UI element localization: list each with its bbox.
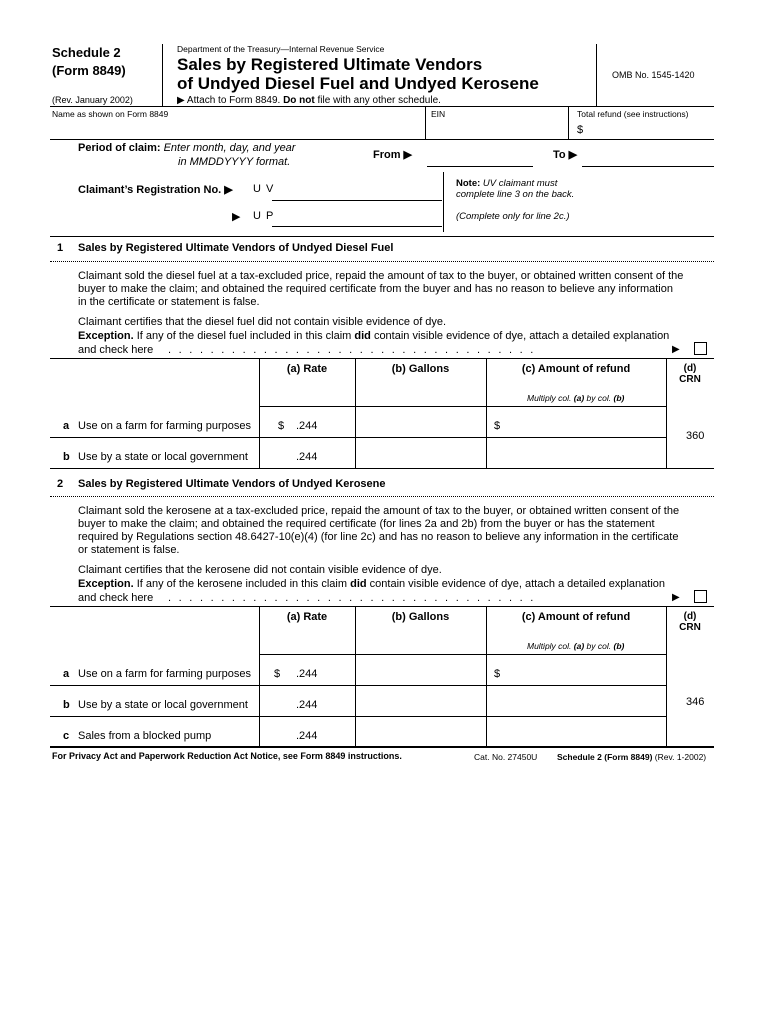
section2-number: 2 bbox=[57, 478, 64, 490]
attach-text-end: file with any other schedule. bbox=[317, 95, 441, 106]
uv-note-line2: complete line 3 on the back. bbox=[456, 189, 575, 200]
multiply-col-b: (b) bbox=[613, 393, 625, 403]
table1-row-b-letter: b bbox=[63, 451, 70, 463]
multiply-col-a: (a) bbox=[573, 393, 585, 403]
table2-col-a-header: (a) Rate bbox=[286, 611, 328, 623]
registration-divider bbox=[443, 172, 444, 232]
table2-row-a-label: Use on a farm for farming purposes bbox=[78, 668, 252, 680]
table2-row-c-amount-field[interactable] bbox=[487, 717, 665, 745]
uv-registration-field[interactable] bbox=[272, 200, 442, 201]
exception-text: If any of the kerosene included in this claim bbox=[136, 578, 348, 590]
department-line: Department of the Treasury—Internal Revenue Service bbox=[177, 44, 385, 54]
note-bold: Note: bbox=[456, 178, 481, 189]
exception-did: did bbox=[350, 578, 367, 590]
up-prefix: U P bbox=[253, 210, 275, 222]
table2-col-c-header: (c) Amount of refund bbox=[521, 611, 631, 623]
section2-paragraph: Claimant sold the kerosene at a tax-excluded price, repaid the amount of tax to the buyer, or obtained written consent of the buyer to make the claim; and obtained the required certificate (for lines 2a and 2b) from the buyer or has the statement required by Regulations section 48.6427-10(e)(4) (for line 2c) and has no reason to believe any information in the certificate or statement is false. bbox=[78, 505, 680, 556]
multiply-col-a: (a) bbox=[573, 641, 585, 651]
ein-label: EIN bbox=[431, 109, 446, 119]
name-label: Name as shown on Form 8849 bbox=[52, 109, 169, 119]
period-label-bold: Period of claim: bbox=[78, 142, 161, 154]
section1-leader-dots: ................................... bbox=[168, 344, 541, 356]
table1-col-a-header: (a) Rate bbox=[286, 363, 328, 375]
footer-schedule-bold: Schedule 2 (Form 8849) bbox=[557, 752, 653, 762]
multiply-text: Multiply col. bbox=[527, 641, 572, 651]
table2-row-a-rate: .244 bbox=[296, 668, 318, 680]
section1-certify: Claimant certifies that the diesel fuel did not contain visible evidence of dye. bbox=[78, 316, 447, 328]
refund-divider bbox=[568, 106, 569, 139]
section1-arrow-icon: ▶ bbox=[672, 344, 680, 355]
section1-check-here: and check here bbox=[78, 344, 154, 356]
table1-bottom-rule bbox=[50, 468, 714, 469]
period-label-italic: Enter month, day, and year bbox=[163, 142, 296, 154]
table2-col-a-left bbox=[259, 606, 260, 746]
section1-paragraph: Claimant sold the diesel fuel at a tax-excluded price, repaid the amount of tax to the buyer, or obtained written consent of the buyer to make the claim; and obtained the required certificate from the buyer and has no reason to believe any information in the certificate or statement is false. bbox=[78, 270, 684, 308]
table1-row-a-amount-dollar: $ bbox=[494, 420, 501, 432]
form-number: (Form 8849) bbox=[52, 63, 126, 78]
exception-label: Exception. bbox=[78, 578, 134, 590]
exception-text: If any of the diesel fuel included in this claim bbox=[136, 330, 352, 342]
form-title-line1: Sales by Registered Ultimate Vendors bbox=[177, 55, 483, 74]
table1-row-b-amount-field[interactable] bbox=[487, 438, 665, 467]
multiply-text-mid: by col. bbox=[586, 641, 612, 651]
header-divider-left bbox=[162, 44, 163, 106]
form-title-line2: of Undyed Diesel Fuel and Undyed Kerosene bbox=[177, 74, 539, 93]
attach-text: ▶ Attach to Form 8849. bbox=[177, 95, 281, 106]
table2-row-b-gallons-field[interactable] bbox=[356, 686, 485, 715]
section1-top-rule bbox=[50, 236, 714, 237]
table2-row-b-rate: .244 bbox=[296, 699, 318, 711]
section2-title-rule bbox=[50, 496, 714, 497]
section1-exception bbox=[78, 330, 669, 342]
up-registration-field[interactable] bbox=[272, 226, 442, 227]
footer-schedule-rev: (Rev. 1-2002) bbox=[654, 752, 707, 762]
period-label bbox=[78, 142, 295, 154]
exception-did: did bbox=[354, 330, 371, 342]
table2-row-b-letter: b bbox=[63, 699, 70, 711]
exception-text-end: contain visible evidence of dye, attach a detailed explanation bbox=[369, 578, 666, 590]
privacy-notice: For Privacy Act and Paperwork Reduction Act Notice, see Form 8849 instructions. bbox=[52, 751, 402, 761]
period-format: in MMDDYYYY format. bbox=[178, 156, 291, 168]
table1-row-b-gallons-field[interactable] bbox=[356, 438, 485, 467]
table2-row-b-amount-field[interactable] bbox=[487, 686, 665, 715]
to-label: To ▶ bbox=[553, 149, 578, 161]
table1-row-a-dollar: $ bbox=[278, 420, 285, 432]
total-refund-dollar: $ bbox=[577, 124, 584, 136]
table2-row-b-label: Use by a state or local government bbox=[78, 699, 248, 711]
section1-title-rule bbox=[50, 261, 714, 262]
table2-row-a-letter: a bbox=[63, 668, 70, 680]
uv-prefix: U V bbox=[253, 183, 275, 195]
table2-top-rule bbox=[50, 606, 714, 607]
uv-note bbox=[456, 178, 557, 189]
schedule-number: Schedule 2 bbox=[52, 45, 121, 60]
section2-leader-dots: ................................... bbox=[168, 592, 541, 604]
table2-row-a-amount-dollar: $ bbox=[494, 668, 501, 680]
exception-label: Exception. bbox=[78, 330, 134, 342]
registration-label: Claimant’s Registration No. ▶ bbox=[78, 184, 233, 196]
table1-row-b-label: Use by a state or local government bbox=[78, 451, 248, 463]
table2-row-a-dollar: $ bbox=[274, 668, 281, 680]
table2-col-d-header: (d) bbox=[683, 611, 697, 622]
section2-arrow-icon: ▶ bbox=[672, 592, 680, 603]
table1-row-b-rate: .244 bbox=[296, 451, 318, 463]
attach-instruction bbox=[177, 95, 441, 106]
table1-row-a-amount-field[interactable] bbox=[505, 407, 665, 437]
revision-date: (Rev. January 2002) bbox=[52, 95, 133, 105]
table2-col-d-crn: CRN bbox=[679, 622, 701, 633]
table1-col-b-header: (b) Gallons bbox=[391, 363, 450, 375]
catalog-number: Cat. No. 27450U bbox=[474, 752, 538, 762]
table2-row-a-amount-field[interactable] bbox=[505, 655, 665, 685]
footer-schedule bbox=[557, 752, 706, 762]
table2-row-c-gallons-field[interactable] bbox=[356, 717, 485, 745]
section2-exception bbox=[78, 578, 665, 590]
table1-col-c-header: (c) Amount of refund bbox=[521, 363, 631, 375]
header-divider-right bbox=[596, 44, 597, 106]
section2-dye-checkbox[interactable] bbox=[694, 590, 707, 603]
table2-col-b-header: (b) Gallons bbox=[391, 611, 450, 623]
section1-title: Sales by Registered Ultimate Vendors of Undyed Diesel Fuel bbox=[78, 242, 394, 254]
from-label: From ▶ bbox=[373, 149, 413, 161]
table1-col-d-crn: CRN bbox=[679, 374, 701, 385]
multiply-col-b: (b) bbox=[613, 641, 625, 651]
table1-col-d-header: (d) bbox=[683, 363, 697, 374]
table1-row-a-letter: a bbox=[63, 420, 70, 432]
table2-crn-value: 346 bbox=[686, 696, 705, 708]
table1-row-a-label: Use on a farm for farming purposes bbox=[78, 420, 252, 432]
exception-text-end: contain visible evidence of dye, attach a detailed explanation bbox=[373, 330, 670, 342]
table1-top-rule bbox=[50, 358, 714, 359]
table1-multiply-note bbox=[527, 393, 624, 403]
table1-crn-value: 360 bbox=[686, 430, 705, 442]
total-refund-label: Total refund (see instructions) bbox=[577, 109, 689, 119]
table2-row-c-letter: c bbox=[63, 730, 70, 742]
section2-certify: Claimant certifies that the kerosene did not contain visible evidence of dye. bbox=[78, 564, 442, 576]
to-date-field[interactable] bbox=[582, 166, 714, 167]
table2-row-c-label: Sales from a blocked pump bbox=[78, 730, 212, 742]
header-rule bbox=[50, 106, 714, 107]
from-date-field[interactable] bbox=[427, 166, 533, 167]
complete-only-note: (Complete only for line 2c.) bbox=[456, 211, 570, 222]
note-italic: UV claimant must bbox=[482, 178, 558, 189]
table2-row-c-rate: .244 bbox=[296, 730, 318, 742]
table2-bottom-rule bbox=[50, 746, 714, 748]
table1-row-a-rate: .244 bbox=[296, 420, 318, 432]
section2-title: Sales by Registered Ultimate Vendors of Undyed Kerosene bbox=[78, 478, 386, 490]
section1-number: 1 bbox=[57, 242, 64, 254]
multiply-text-mid: by col. bbox=[586, 393, 612, 403]
id-row-rule bbox=[50, 139, 714, 140]
table2-row-a-gallons-field[interactable] bbox=[356, 655, 485, 685]
multiply-text: Multiply col. bbox=[527, 393, 572, 403]
attach-do-not: Do not bbox=[283, 95, 315, 106]
up-arrow-icon: ▶ bbox=[232, 211, 241, 223]
ein-divider bbox=[425, 106, 426, 139]
table2-multiply-note bbox=[527, 641, 624, 651]
table1-row-a-gallons-field[interactable] bbox=[356, 407, 485, 437]
section1-dye-checkbox[interactable] bbox=[694, 342, 707, 355]
section2-check-here: and check here bbox=[78, 592, 154, 604]
omb-number: OMB No. 1545-1420 bbox=[612, 70, 695, 80]
